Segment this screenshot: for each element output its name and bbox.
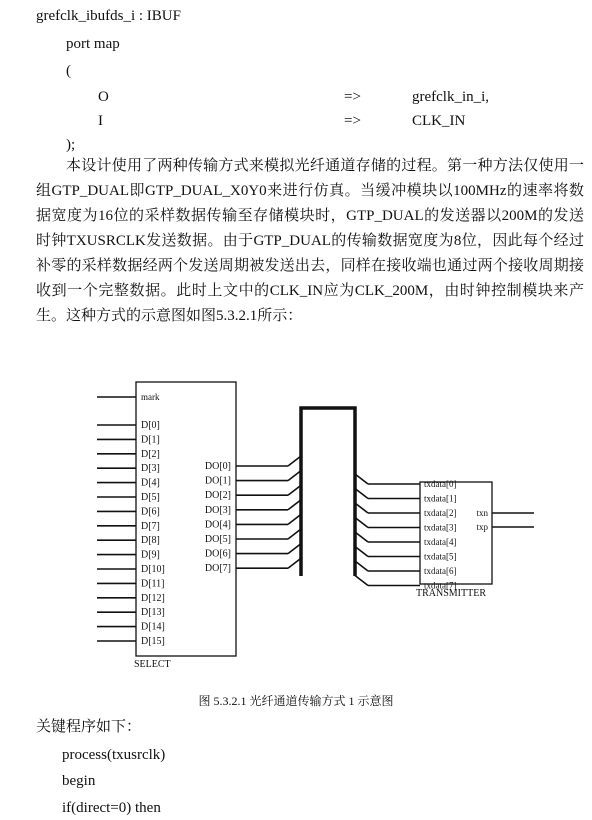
figure-caption: 图 5.3.2.1 光纤通道传输方式 1 示意图: [198, 694, 394, 708]
bus-left-tap: [288, 456, 301, 466]
code-port-o: O: [98, 89, 109, 105]
code-line-process: process(txusrclk): [62, 747, 166, 763]
transmitter-input-label: txdata[1]: [424, 493, 457, 504]
code-line-entity: grefclk_ibufds_i : IBUF: [36, 8, 181, 24]
select-output-label: DO[5]: [204, 534, 231, 545]
transmitter-input-label: txdata[0]: [424, 479, 457, 489]
transmitter-label: TRANSMITTER: [416, 588, 486, 599]
bus-left-tap: [288, 471, 301, 481]
transmitter-output-label: txp: [476, 522, 488, 532]
select-output-label: DO[3]: [204, 504, 231, 516]
select-input-label: D[7]: [141, 520, 160, 532]
select-input-label: D[4]: [141, 477, 160, 489]
select-label: SELECT: [134, 659, 171, 670]
select-input-label: D[1]: [141, 434, 160, 446]
select-input-label: D[15]: [141, 636, 165, 647]
code-line-port-map: port map: [66, 36, 120, 52]
bus-right-tap: [355, 547, 368, 557]
select-output-label: DO[7]: [204, 563, 231, 575]
select-input-label: D[10]: [141, 564, 165, 575]
bus-right-tap: [355, 532, 368, 542]
bus-right-tap: [355, 474, 368, 484]
code-signal-clk-in: CLK_IN: [412, 113, 466, 129]
bus-right-taps: [355, 474, 420, 586]
select-input-label: D[8]: [141, 535, 160, 547]
transmitter-output-label: txn: [476, 508, 488, 518]
code-signal-grefclk: grefclk_in_i,: [412, 89, 490, 105]
code-line-begin: begin: [62, 773, 96, 789]
code-line-close-paren: );: [66, 137, 76, 153]
bus-right-tap: [355, 489, 368, 499]
transmitter-input-label: txdata[7]: [424, 580, 457, 591]
select-output-label: DO[0]: [204, 461, 231, 472]
code-line-open-paren: (: [66, 63, 71, 79]
select-inputs: [97, 420, 165, 647]
code-arrow-o: =>: [344, 89, 361, 105]
select-input-label: D[12]: [141, 592, 165, 604]
select-input-label: D[2]: [141, 448, 160, 460]
code-port-i: I: [98, 113, 103, 129]
transmitter-inputs: [424, 479, 456, 591]
bus-left-tap: [288, 500, 301, 510]
bus-left-taps: [236, 456, 301, 568]
bus-left-tap: [288, 485, 301, 495]
select-input-label: D[11]: [141, 578, 165, 590]
bus-right-tap: [355, 518, 368, 528]
key-program-label: 关键程序如下：: [36, 719, 142, 735]
select-input-label: D[5]: [141, 492, 160, 503]
bus-left-tap: [288, 544, 301, 554]
bus-left-tap: [288, 529, 301, 539]
transmitter-input-label: txdata[3]: [424, 522, 457, 533]
transmitter-input-label: txdata[6]: [424, 566, 457, 576]
code-arrow-i: =>: [344, 113, 361, 129]
select-output-label: DO[2]: [204, 490, 231, 502]
select-input-label: D[9]: [141, 549, 160, 561]
bus-left-tap: [288, 558, 301, 568]
bus-right-tap: [355, 503, 368, 513]
select-output-label: DO[1]: [204, 475, 231, 487]
select-input-label: D[14]: [141, 621, 165, 633]
select-input-label: D[0]: [141, 420, 160, 431]
bus-right-tap: [355, 561, 368, 571]
bus-right-tap: [355, 576, 368, 586]
select-output-label: DO[6]: [204, 548, 231, 560]
select-input-label: D[13]: [141, 607, 165, 619]
transmitter-input-label: txdata[2]: [424, 508, 457, 518]
select-input-label: D[6]: [141, 506, 160, 518]
transmitter-input-label: txdata[5]: [424, 551, 457, 562]
transmitter-outputs: [476, 508, 534, 532]
mark-label: mark: [141, 392, 160, 402]
bus-left-tap: [288, 514, 301, 524]
select-input-label: D[3]: [141, 463, 160, 475]
transmitter-input-label: txdata[4]: [424, 537, 457, 547]
select-output-label: DO[4]: [204, 519, 231, 531]
paragraph-text: 本设计使用了两种传输方式来模拟光纤通道存储的过程。第一种方法仅使用一组GTP_DUAL即GTP_DUAL_X0Y0来进行仿真。当缓冲模块以100MHz的速率将数据宽度为16位的采样数据传输至存储模块时，GTP_DUAL的发送器以200M的发送时钟TXUSRCLK发送数据。由于GTP_DUAL的传输数据宽度为8位，因此每个经过补零的采样数据经两个发送周期被发送出去，同样在接收端也通过两个接收周期接收到一个完整数据。此时上文中的CLK_IN应为CLK_200M，由时钟控制模块来产生。这种方式的示意图如图5.3.2.1所示：: [36, 158, 584, 324]
code-line-if: if(direct=0) then: [62, 800, 161, 816]
data-bus: [301, 408, 355, 576]
select-outputs: [205, 461, 231, 574]
